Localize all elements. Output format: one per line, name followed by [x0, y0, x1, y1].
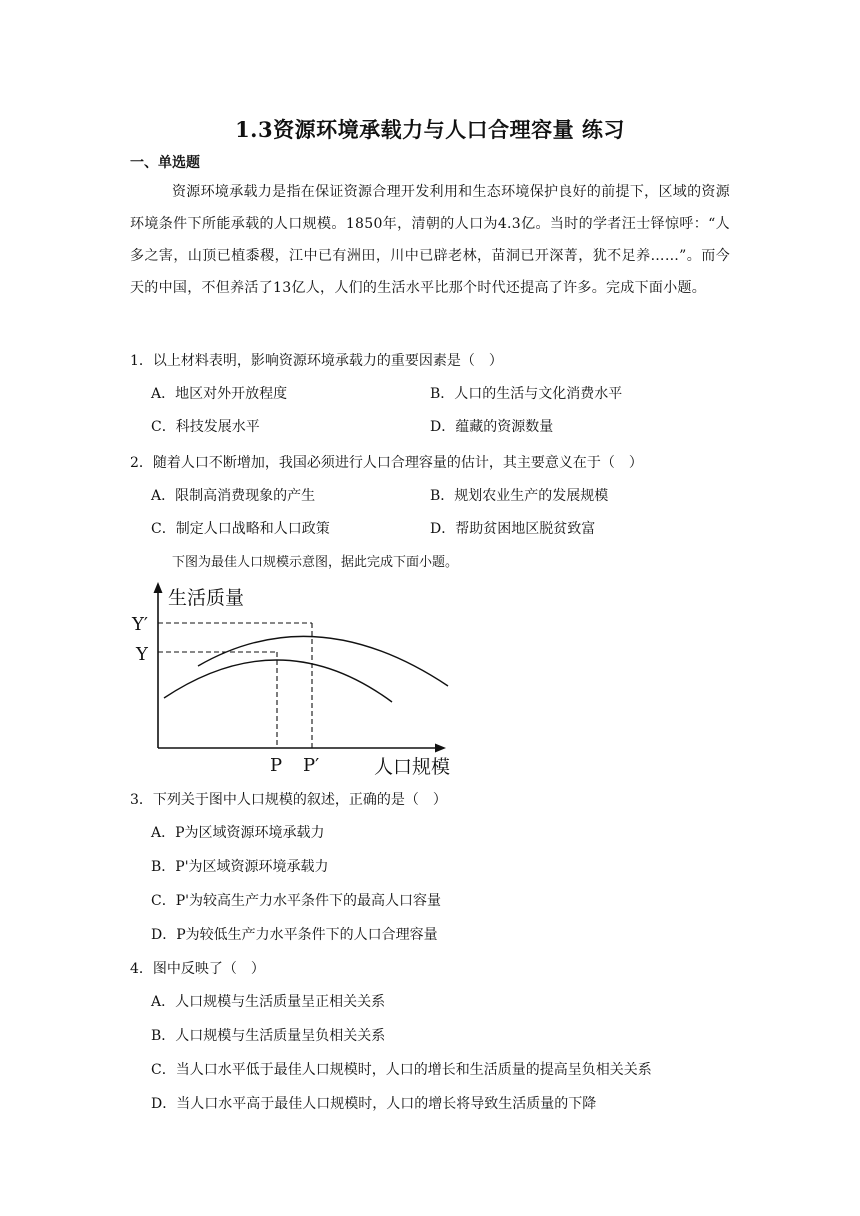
question-3-option-c: C．P'为较高生产力水平条件下的最高人口容量 [151, 893, 441, 909]
question-4-option-b: B．人口规模与生活质量呈负相关关系 [151, 1028, 386, 1044]
question-4-option-c: C．当人口水平低于最佳人口规模时，人口的增长和生活质量的提高呈负相关关系 [151, 1062, 652, 1078]
question-2-option-b: B．规划农业生产的发展规模 [430, 488, 609, 504]
question-3-option-b: B．P'为区域资源环境承载力 [151, 859, 329, 875]
p-prime-label: P′ [303, 755, 320, 776]
p-label: P [270, 755, 283, 776]
figure-caption: 下图为最佳人口规模示意图，据此完成下面小题。 [172, 555, 459, 570]
material-paragraph: 资源环境承载力是指在保证资源合理开发利用和生态环境保护良好的前提下，区域的资源环境条件下所能承载的人口规模。1850年，清朝的人口为4.3亿。当时的学者汪士铎惊呼：“人多之害，山顶已植黍稷，江中已有洲田，川中已辟老林，苗洞已开深菁，犹不足养……”。而今天的中国，不但养活了13亿人，人们的生活水平比那个时代还提高了许多。完成下面小题。 [130, 184, 730, 296]
question-3-stem: 3．下列关于图中人口规模的叙述，正确的是（ ） [130, 792, 447, 808]
question-2-stem: 2．随着人口不断增加，我国必须进行人口合理容量的估计，其主要意义在于（ ） [130, 455, 643, 471]
curve-higher [198, 636, 448, 686]
page-title: 1.3资源环境承载力与人口合理容量 练习 [235, 117, 625, 142]
x-axis-label: 人口规模 [374, 756, 451, 778]
y-prime-label: Y′ [132, 614, 148, 635]
y-axis-arrow [154, 582, 163, 593]
population-quality-figure [126, 578, 456, 778]
question-4-option-d: D．当人口水平高于最佳人口规模时，人口的增长将导致生活质量的下降 [151, 1096, 597, 1112]
x-axis-arrow [435, 744, 446, 753]
question-1-stem: 1．以上材料表明，影响资源环境承载力的重要因素是（ ） [130, 353, 503, 369]
question-1-option-b: B．人口的生活与文化消费水平 [430, 386, 623, 402]
question-2-option-d: D．帮助贫困地区脱贫致富 [430, 521, 596, 537]
question-4-stem: 4．图中反映了（ ） [130, 961, 265, 977]
question-4-option-a: A．人口规模与生活质量呈正相关关系 [151, 994, 386, 1010]
question-2-option-c: C．制定人口战略和人口政策 [151, 521, 330, 537]
section-heading: 一、单选题 [130, 155, 200, 171]
question-1-option-d: D．蕴藏的资源数量 [430, 419, 554, 435]
question-1-option-a: A．地区对外开放程度 [151, 386, 288, 402]
y-label: Y [136, 644, 148, 665]
y-axis-label: 生活质量 [168, 587, 245, 609]
question-2-option-a: A．限制高消费现象的产生 [151, 488, 316, 504]
question-1-option-c: C．科技发展水平 [151, 419, 260, 435]
question-3-option-a: A．P为区域资源环境承载力 [151, 825, 325, 841]
question-3-option-d: D．P为较低生产力水平条件下的人口合理容量 [151, 927, 438, 943]
